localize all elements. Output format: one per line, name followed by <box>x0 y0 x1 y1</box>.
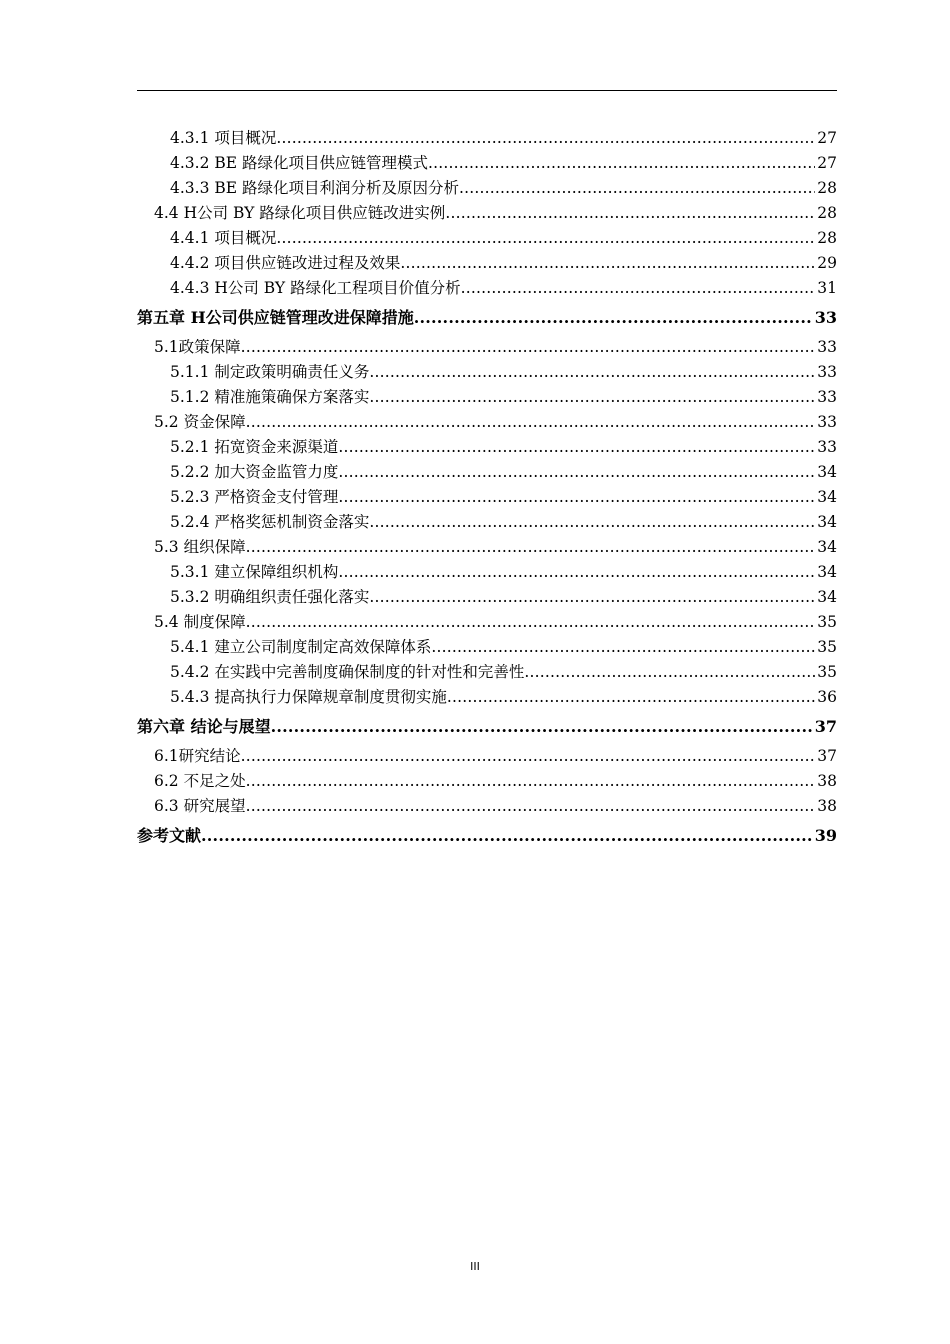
toc-leader-dots <box>524 660 815 685</box>
toc-entry-label: 4.3.3 BE 路绿化项目利润分析及原因分析 <box>170 179 459 197</box>
toc-entry[interactable] <box>137 560 837 585</box>
toc-leader-dots <box>428 151 815 176</box>
toc-entry[interactable] <box>137 226 837 251</box>
toc-entry[interactable] <box>137 744 837 769</box>
toc-entry-page: 35 <box>817 613 837 631</box>
toc-leader-dots <box>246 535 816 560</box>
toc-leader-dots <box>338 560 815 585</box>
toc-entry-label: 5.3.2 明确组织责任强化落实 <box>170 588 370 606</box>
toc-entry-label: 4.3.2 BE 路绿化项目供应链管理模式 <box>170 154 428 172</box>
toc-entry-label: 5.2.2 加大资金监管力度 <box>170 463 339 481</box>
toc-leader-dots <box>246 410 816 435</box>
page-number: III <box>470 1260 480 1273</box>
toc-entry-page: 37 <box>817 747 837 765</box>
toc-entry-page: 27 <box>817 129 837 147</box>
header-rule <box>137 90 837 91</box>
toc-leader-dots <box>338 435 815 460</box>
toc-entry-label: 4.4.2 项目供应链改进过程及效果 <box>170 254 401 272</box>
toc-leader-dots <box>276 226 815 251</box>
toc-entry-page: 33 <box>814 308 837 327</box>
toc-entry-label: 4.4.3 H公司 BY 路绿化工程项目价值分析 <box>170 279 461 297</box>
toc-entry[interactable] <box>137 510 837 535</box>
toc-entry-label: 5.1.1 制定政策明确责任义务 <box>170 363 370 381</box>
toc-leader-dots <box>241 335 816 360</box>
toc-leader-dots <box>201 819 813 853</box>
toc-entry[interactable] <box>137 769 837 794</box>
toc-leader-dots <box>400 251 815 276</box>
toc-entry[interactable] <box>137 460 837 485</box>
toc-entry[interactable] <box>137 276 837 301</box>
toc-entry-page: 28 <box>817 179 837 197</box>
toc-leader-dots <box>445 201 815 226</box>
toc-entry-page: 35 <box>817 638 837 656</box>
toc-entry-label: 4.4.1 项目概况 <box>170 229 277 247</box>
toc-entry-page: 33 <box>817 363 837 381</box>
toc-leader-dots <box>369 360 815 385</box>
toc-leader-dots <box>241 744 816 769</box>
toc-entry[interactable] <box>137 410 837 435</box>
toc-entry-label: 5.2.4 严格奖惩机制资金落实 <box>170 513 370 531</box>
toc-chapter-entry[interactable] <box>137 819 837 853</box>
toc-leader-dots <box>369 510 815 535</box>
toc-chapter-entry[interactable] <box>137 710 837 744</box>
toc-leader-dots <box>461 276 816 301</box>
toc-leader-dots <box>459 176 815 201</box>
toc-leader-dots <box>369 585 815 610</box>
toc-leader-dots <box>369 385 815 410</box>
toc-leader-dots <box>338 460 815 485</box>
table-of-contents <box>137 126 837 853</box>
toc-entry-page: 38 <box>817 797 837 815</box>
toc-entry-label: 5.2.1 拓宽资金来源渠道 <box>170 438 339 456</box>
toc-entry-page: 33 <box>817 388 837 406</box>
toc-entry-page: 33 <box>817 413 837 431</box>
toc-entry-page: 34 <box>817 588 837 606</box>
toc-entry[interactable] <box>137 360 837 385</box>
toc-entry-page: 33 <box>817 338 837 356</box>
toc-entry[interactable] <box>137 176 837 201</box>
toc-entry[interactable] <box>137 335 837 360</box>
toc-leader-dots <box>246 769 816 794</box>
toc-entry[interactable] <box>137 435 837 460</box>
toc-entry-label: 5.1政策保障 <box>154 338 241 356</box>
toc-leader-dots <box>447 685 815 710</box>
toc-entry[interactable] <box>137 201 837 226</box>
toc-entry-page: 37 <box>814 717 837 736</box>
toc-entry-label: 5.1.2 精准施策确保方案落实 <box>170 388 370 406</box>
toc-entry-page: 29 <box>817 254 837 272</box>
toc-entry-label: 5.4 制度保障 <box>154 613 246 631</box>
toc-leader-dots <box>271 710 813 744</box>
toc-entry-label: 6.1研究结论 <box>154 747 241 765</box>
toc-entry-label: 第五章 H公司供应链管理改进保障措施 <box>137 308 414 327</box>
toc-entry-page: 28 <box>817 204 837 222</box>
toc-leader-dots <box>414 301 813 335</box>
toc-entry-label: 5.3.1 建立保障组织机构 <box>170 563 339 581</box>
toc-entry-label: 6.3 研究展望 <box>154 797 246 815</box>
toc-entry-page: 34 <box>817 463 837 481</box>
toc-entry-label: 第六章 结论与展望 <box>137 717 271 736</box>
toc-leader-dots <box>338 485 815 510</box>
toc-leader-dots <box>246 610 816 635</box>
toc-entry-page: 27 <box>817 154 837 172</box>
toc-entry-label: 5.4.2 在实践中完善制度确保制度的针对性和完善性 <box>170 663 525 681</box>
toc-entry-page: 33 <box>817 438 837 456</box>
toc-entry-label: 6.2 不足之处 <box>154 772 246 790</box>
toc-entry[interactable] <box>137 126 837 151</box>
toc-entry-page: 34 <box>817 488 837 506</box>
toc-chapter-entry[interactable] <box>137 301 837 335</box>
toc-entry-page: 31 <box>817 279 837 297</box>
toc-entry[interactable] <box>137 685 837 710</box>
toc-entry[interactable] <box>137 794 837 819</box>
toc-entry-label: 4.4 H公司 BY 路绿化项目供应链改进实例 <box>154 204 446 222</box>
toc-entry[interactable] <box>137 485 837 510</box>
toc-entry-label: 参考文献 <box>137 826 202 845</box>
toc-entry-page: 28 <box>817 229 837 247</box>
toc-entry[interactable] <box>137 535 837 560</box>
toc-leader-dots <box>431 635 815 660</box>
toc-leader-dots <box>276 126 815 151</box>
toc-entry[interactable] <box>137 660 837 685</box>
toc-entry-page: 38 <box>817 772 837 790</box>
toc-entry-label: 4.3.1 项目概况 <box>170 129 277 147</box>
toc-entry-page: 34 <box>817 513 837 531</box>
toc-entry-page: 34 <box>817 563 837 581</box>
toc-entry[interactable] <box>137 385 837 410</box>
toc-entry-label: 5.4.3 提高执行力保障规章制度贯彻实施 <box>170 688 447 706</box>
toc-leader-dots <box>246 794 816 819</box>
toc-entry-page: 36 <box>817 688 837 706</box>
toc-entry[interactable] <box>137 585 837 610</box>
toc-entry-page: 34 <box>817 538 837 556</box>
toc-entry-page: 39 <box>814 826 837 845</box>
toc-entry-label: 5.4.1 建立公司制度制定高效保障体系 <box>170 638 432 656</box>
toc-entry-label: 5.2 资金保障 <box>154 413 246 431</box>
toc-entry[interactable] <box>137 610 837 635</box>
toc-entry-page: 35 <box>817 663 837 681</box>
toc-entry-label: 5.2.3 严格资金支付管理 <box>170 488 339 506</box>
toc-entry[interactable] <box>137 251 837 276</box>
toc-entry[interactable] <box>137 635 837 660</box>
toc-entry-label: 5.3 组织保障 <box>154 538 246 556</box>
toc-entry[interactable] <box>137 151 837 176</box>
